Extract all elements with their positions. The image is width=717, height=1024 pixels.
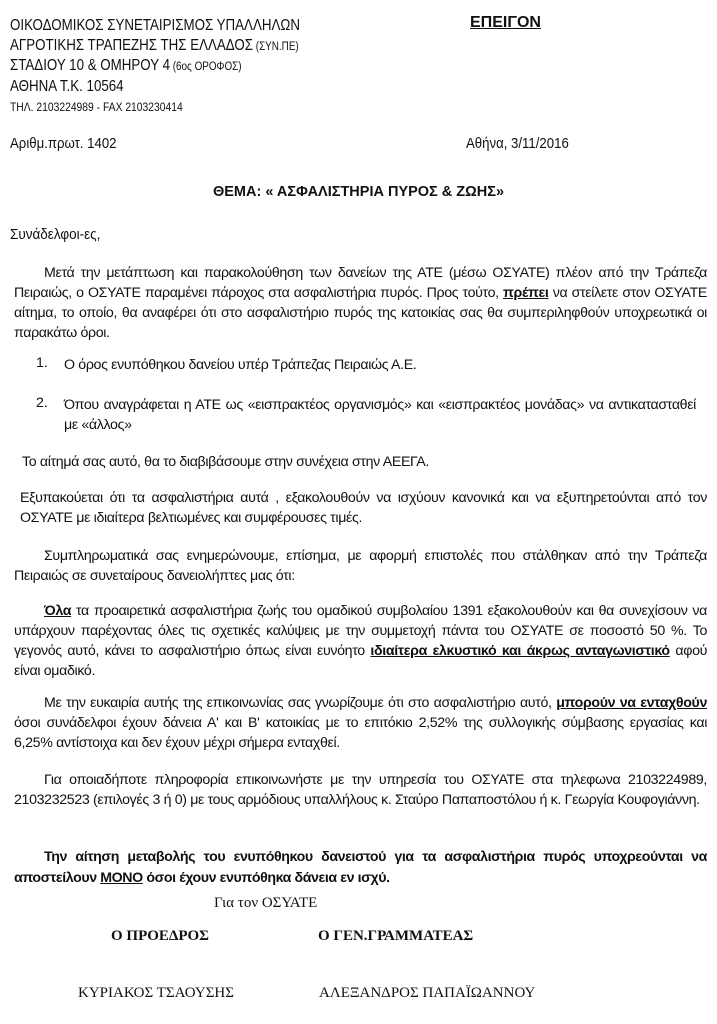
paragraph-life-insurance-text-b: τα προαιρετικά ασφαλιστήρια ζωής του ομαδικού συμβολαίου 1391 εξακολουθούν και θα συνεχίσουν να υπάρχουν παρέχοντας όλες τις σχετικές καλύψεις με την συμμετοχή πάντα του ΟΣΥΑΤΕ σε ποσοστό 50 %. Το γεγονός αυτό, κάνει το ασφαλιστήριο όπως είναι ευνόητο — [14, 603, 707, 659]
list-item-2-text: Όπου αναγράφεται η ΑΤΕ ως «εισπρακτέος οργανισμός» και «εισπρακτέος μονάδας» να αντικατασταθεί με «άλλος» — [64, 397, 696, 433]
greeting: Συνάδελφοι-ες, — [10, 226, 101, 243]
urgent-label: ΕΠΕΙΓΟΝ — [470, 14, 541, 31]
paragraph-forwarding: Το αίτημά σας αυτό, θα το διαβιβάσουμε στην συνέχεια στην ΑΕΕΓΑ. — [22, 454, 429, 470]
emphasis-all: Όλα — [44, 603, 72, 619]
paragraph-supplementary — [14, 546, 707, 586]
signature-name-secretary: ΑΛΕΞΑΝΔΡΟΣ ΠΑΠΑΪΩΑΝΝΟΥ — [319, 985, 536, 1001]
signature-role-secretary: Ο ΓΕΝ.ΓΡΑΜΜΑΤΕΑΣ — [318, 928, 474, 944]
signature-role-president: Ο ΠΡΟΕΔΡΟΣ — [111, 928, 209, 944]
paragraph-contact — [14, 770, 707, 810]
org-abbrev: (ΣΥΝ.ΠΕ) — [253, 41, 299, 53]
list-item-2-number: 2. — [36, 395, 48, 411]
paragraph-supplementary-text: Συμπληρωματικά σας ενημερώνουμε, επίσημα, με αφορμή επιστολές που στάλθηκαν από την Τράπεζα Πειραιώς σε συνεταίρους δανειολήπτες μας ότι: — [14, 548, 707, 584]
org-address-floor: (6ος ΟΡΟΦΟΣ) — [170, 61, 242, 73]
paragraph-continuation — [20, 488, 707, 528]
paragraph-contact-text: Για οποιαδήποτε πληροφορία επικοινωνήστε με την υπηρεσία του ΟΣΥΑΤΕ στα τηλεφωνα 2103224989, 2103232523 (επιλογές 3 ή 0) με τους αρμόδιους υπαλλήλους κ. Σταύρο Παπαποστόλου ή κ. Γεωργία Κουφογιάννη. — [14, 772, 707, 808]
paragraph-intro-text-c: να στείλετε στον ΟΣΥΑΤΕ αίτημα, το οποίο, θα αναφέρει ότι στο ασφαλιστήριο πυρός της κατοικίας σας θα συμπεριληφθούν υποχρεωτικά οι παρακάτω όροι. — [14, 285, 707, 341]
paragraph-continuation-text: Εξυπακούεται ότι τα ασφαλιστήρια αυτά , εξακολουθούν να ισχύουν κανονικά και να εξυπηρετούνται από τον ΟΣΥΑΤΕ με ιδιαίτερα βελτιωμένες και συμφέρουσες τιμές. — [20, 490, 707, 526]
paragraph-intro — [14, 263, 707, 343]
org-city: ΑΘΗΝΑ Τ.Κ. 10564 — [10, 78, 124, 95]
paragraph-life-insurance — [14, 601, 707, 681]
paragraph-eligibility — [14, 693, 707, 753]
paragraph-eligibility-text-a: Με την ευκαιρία αυτής της επικοινωνίας σας γνωρίζουμε ότι στο ασφαλιστήριο αυτό, — [44, 695, 557, 711]
signature-name-president: ΚΥΡΙΑΚΟΣ ΤΣΑΟΥΣΗΣ — [78, 985, 234, 1001]
org-address-street: ΣΤΑΔΙΟΥ 10 & ΟΜΗΡΟΥ 4 — [10, 57, 171, 74]
paragraph-eligibility-text-c: όσοι συνάδελφοι έχουν δάνεια Α' και Β' κατοικίας με το επιτόκιο 2,52% της συλλογικής σύμβασης εργασίας και 6,25% αντίστοιχα και δεν έχουν μέχρι σήμερα ενταχθεί. — [14, 715, 707, 751]
list-item-1-text: Ο όρος ενυπόθηκου δανείου υπέρ Τράπεζας Πειραιώς Α.Ε. — [64, 357, 417, 373]
paragraph-intro-text-a: Μετά την μετάπτωση και παρακολούθηση των δανείων της ΑΤΕ (μέσω ΟΣΥΑΤΕ) πλέον από την Τράπεζα Πειραιώς, ο ΟΣΥΑΤΕ παραμένει πάροχος στα ασφαλιστήρια πυρός. Προς τούτο, — [14, 265, 707, 301]
emphasis-can-join: μπορούν να ενταχθούν — [556, 695, 707, 711]
list-item-1-number: 1. — [36, 355, 48, 371]
subject-line: ΘΕΜΑ: « ΑΣΦΑΛΙΣΤΗΡΙΑ ΠΥΡΟΣ & ΖΩΗΣ» — [212, 184, 505, 200]
org-name-line2-main: ΑΓΡΟΤΙΚΗΣ ΤΡΑΠΕΖΗΣ ΤΗΣ ΕΛΛΑΔΟΣ — [10, 37, 254, 54]
org-name-line1: ΟΙΚΟΔΟΜΙΚΟΣ ΣΥΝΕΤΑΙΡΙΣΜΟΣ ΥΠΑΛΛΗΛΩΝ — [10, 17, 300, 34]
emphasis-only: ΜΟΝΟ — [100, 870, 143, 886]
paragraph-life-insurance-text-d: αφού είναι ομαδικό. — [14, 643, 708, 679]
protocol-number: Αριθμ.πρωτ. 1402 — [10, 135, 117, 152]
org-contact: ΤΗΛ. 2103224989 - FAX 2103230414 — [10, 100, 183, 114]
emphasis-attractive: ιδιαίτερα ελκυστικό και άκρως ανταγωνιστικό — [370, 643, 670, 659]
signature-for-label: Για τον ΟΣΥΑΤΕ — [214, 895, 318, 911]
letter-date: Αθήνα, 3/11/2016 — [466, 135, 569, 152]
paragraph-final-notice-text-c: όσοι έχουν ενυπόθηκα δάνεια εν ισχύ. — [142, 870, 390, 886]
emphasis-must: πρέπει — [503, 285, 549, 301]
paragraph-final-notice — [14, 847, 707, 889]
org-name-line2 — [10, 36, 299, 57]
org-address — [10, 56, 242, 77]
paragraph-final-notice-text-a: Την αίτηση μεταβολής του ενυπόθηκου δανειστού για τα ασφαλιστήρια πυρός υποχρεούνται να αποστείλουν — [14, 849, 707, 886]
